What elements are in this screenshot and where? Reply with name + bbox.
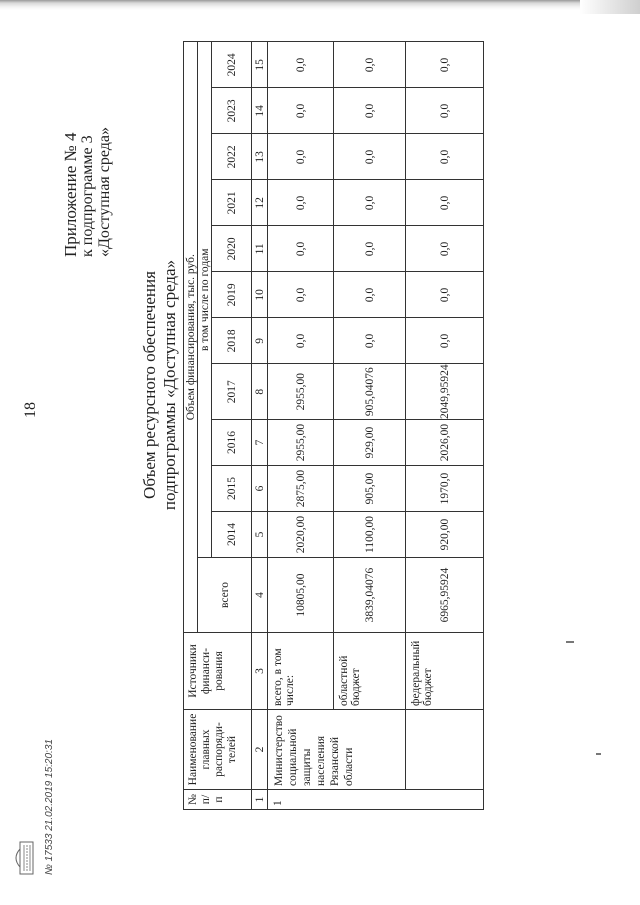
organization-name: Министерство социальной защиты населения Рязанской области (268, 710, 406, 790)
header-year: 2016 (212, 420, 252, 466)
header-source: Источники финанси-рования (184, 633, 252, 710)
header-volume: Объем финансирования, тыс. руб. (184, 42, 198, 633)
value-cell: 2020,00 (268, 512, 334, 558)
funding-table (183, 41, 484, 810)
column-number: 2 (252, 710, 268, 790)
header-year: 2014 (212, 512, 252, 558)
value-cell: 0,0 (334, 272, 406, 318)
row-number: 1 (268, 790, 484, 810)
column-number: 9 (252, 318, 268, 364)
value-cell: 905,00 (334, 466, 406, 512)
header-by-years: в том числе по годам (198, 42, 212, 558)
header-year: 2021 (212, 180, 252, 226)
organization-empty (406, 710, 484, 790)
value-cell: 905,04076 (334, 364, 406, 420)
header-year: 2020 (212, 226, 252, 272)
value-cell: 0,0 (406, 272, 484, 318)
source-cell: федеральный бюджет (406, 633, 484, 710)
header-num: № п/п (184, 790, 252, 810)
value-cell: 2026,00 (406, 420, 484, 466)
column-number: 13 (252, 134, 268, 180)
source-cell: всего, в том числе: (268, 633, 334, 710)
value-cell: 1970,0 (406, 466, 484, 512)
header-total: всего (198, 558, 252, 633)
header-year: 2019 (212, 272, 252, 318)
value-cell: 0,0 (268, 318, 334, 364)
value-cell: 0,0 (406, 318, 484, 364)
value-cell: 0,0 (334, 318, 406, 364)
document-title-line1: Объем ресурсного обеспечения (140, 271, 159, 499)
value-cell: 0,0 (268, 42, 334, 88)
value-cell: 0,0 (406, 42, 484, 88)
value-cell: 0,0 (268, 272, 334, 318)
scan-speck (566, 641, 574, 643)
value-cell: 0,0 (406, 226, 484, 272)
column-number: 14 (252, 88, 268, 134)
source-cell: областной бюджет (334, 633, 406, 710)
table-row (406, 42, 484, 810)
registration-signature: № 17533 21.02.2019 15:20:31 (44, 739, 55, 875)
column-number: 11 (252, 226, 268, 272)
signature-stamp-icon (12, 841, 34, 875)
page-number: 18 (22, 402, 39, 418)
column-number: 4 (252, 558, 268, 633)
value-cell: 2875,00 (268, 466, 334, 512)
header-year: 2023 (212, 88, 252, 134)
column-number: 5 (252, 512, 268, 558)
column-number: 3 (252, 633, 268, 710)
column-number: 6 (252, 466, 268, 512)
value-cell: 0,0 (268, 226, 334, 272)
value-cell: 0,0 (334, 134, 406, 180)
document-title-line2: подпрограммы «Доступная среда» (160, 259, 179, 511)
column-number: 1 (252, 790, 268, 810)
header-year: 2024 (212, 42, 252, 88)
appendix-subtitle: к подпрограмме 3 «Доступная среда» (79, 126, 113, 257)
header-year: 2018 (212, 318, 252, 364)
value-cell: 0,0 (334, 180, 406, 226)
table-row (334, 42, 406, 810)
value-cell: 2955,00 (268, 420, 334, 466)
value-cell: 929,00 (334, 420, 406, 466)
value-cell: 0,0 (334, 226, 406, 272)
value-cell: 2049,95924 (406, 364, 484, 420)
column-number: 10 (252, 272, 268, 318)
table-row (268, 42, 334, 810)
scan-speck (596, 753, 601, 755)
value-cell: 0,0 (268, 134, 334, 180)
value-cell: 0,0 (334, 42, 406, 88)
header-year: 2017 (212, 364, 252, 420)
column-number: 7 (252, 420, 268, 466)
column-number: 15 (252, 42, 268, 88)
total-cell: 3839,04076 (334, 558, 406, 633)
value-cell: 0,0 (268, 88, 334, 134)
column-number: 8 (252, 364, 268, 420)
header-name: Наименование главных распоряди-телей (184, 710, 252, 790)
value-cell: 0,0 (406, 88, 484, 134)
document-title (140, 165, 180, 605)
value-cell: 0,0 (406, 134, 484, 180)
value-cell: 0,0 (406, 180, 484, 226)
total-cell: 6965,95924 (406, 558, 484, 633)
header-year: 2015 (212, 466, 252, 512)
column-number: 12 (252, 180, 268, 226)
appendix-title: Приложение № 4 (61, 132, 80, 257)
value-cell: 2955,00 (268, 364, 334, 420)
value-cell: 920,00 (406, 512, 484, 558)
value-cell: 1100,00 (334, 512, 406, 558)
total-cell: 10805,00 (268, 558, 334, 633)
appendix-block (62, 57, 113, 257)
value-cell: 0,0 (334, 88, 406, 134)
value-cell: 0,0 (268, 180, 334, 226)
header-year: 2022 (212, 134, 252, 180)
